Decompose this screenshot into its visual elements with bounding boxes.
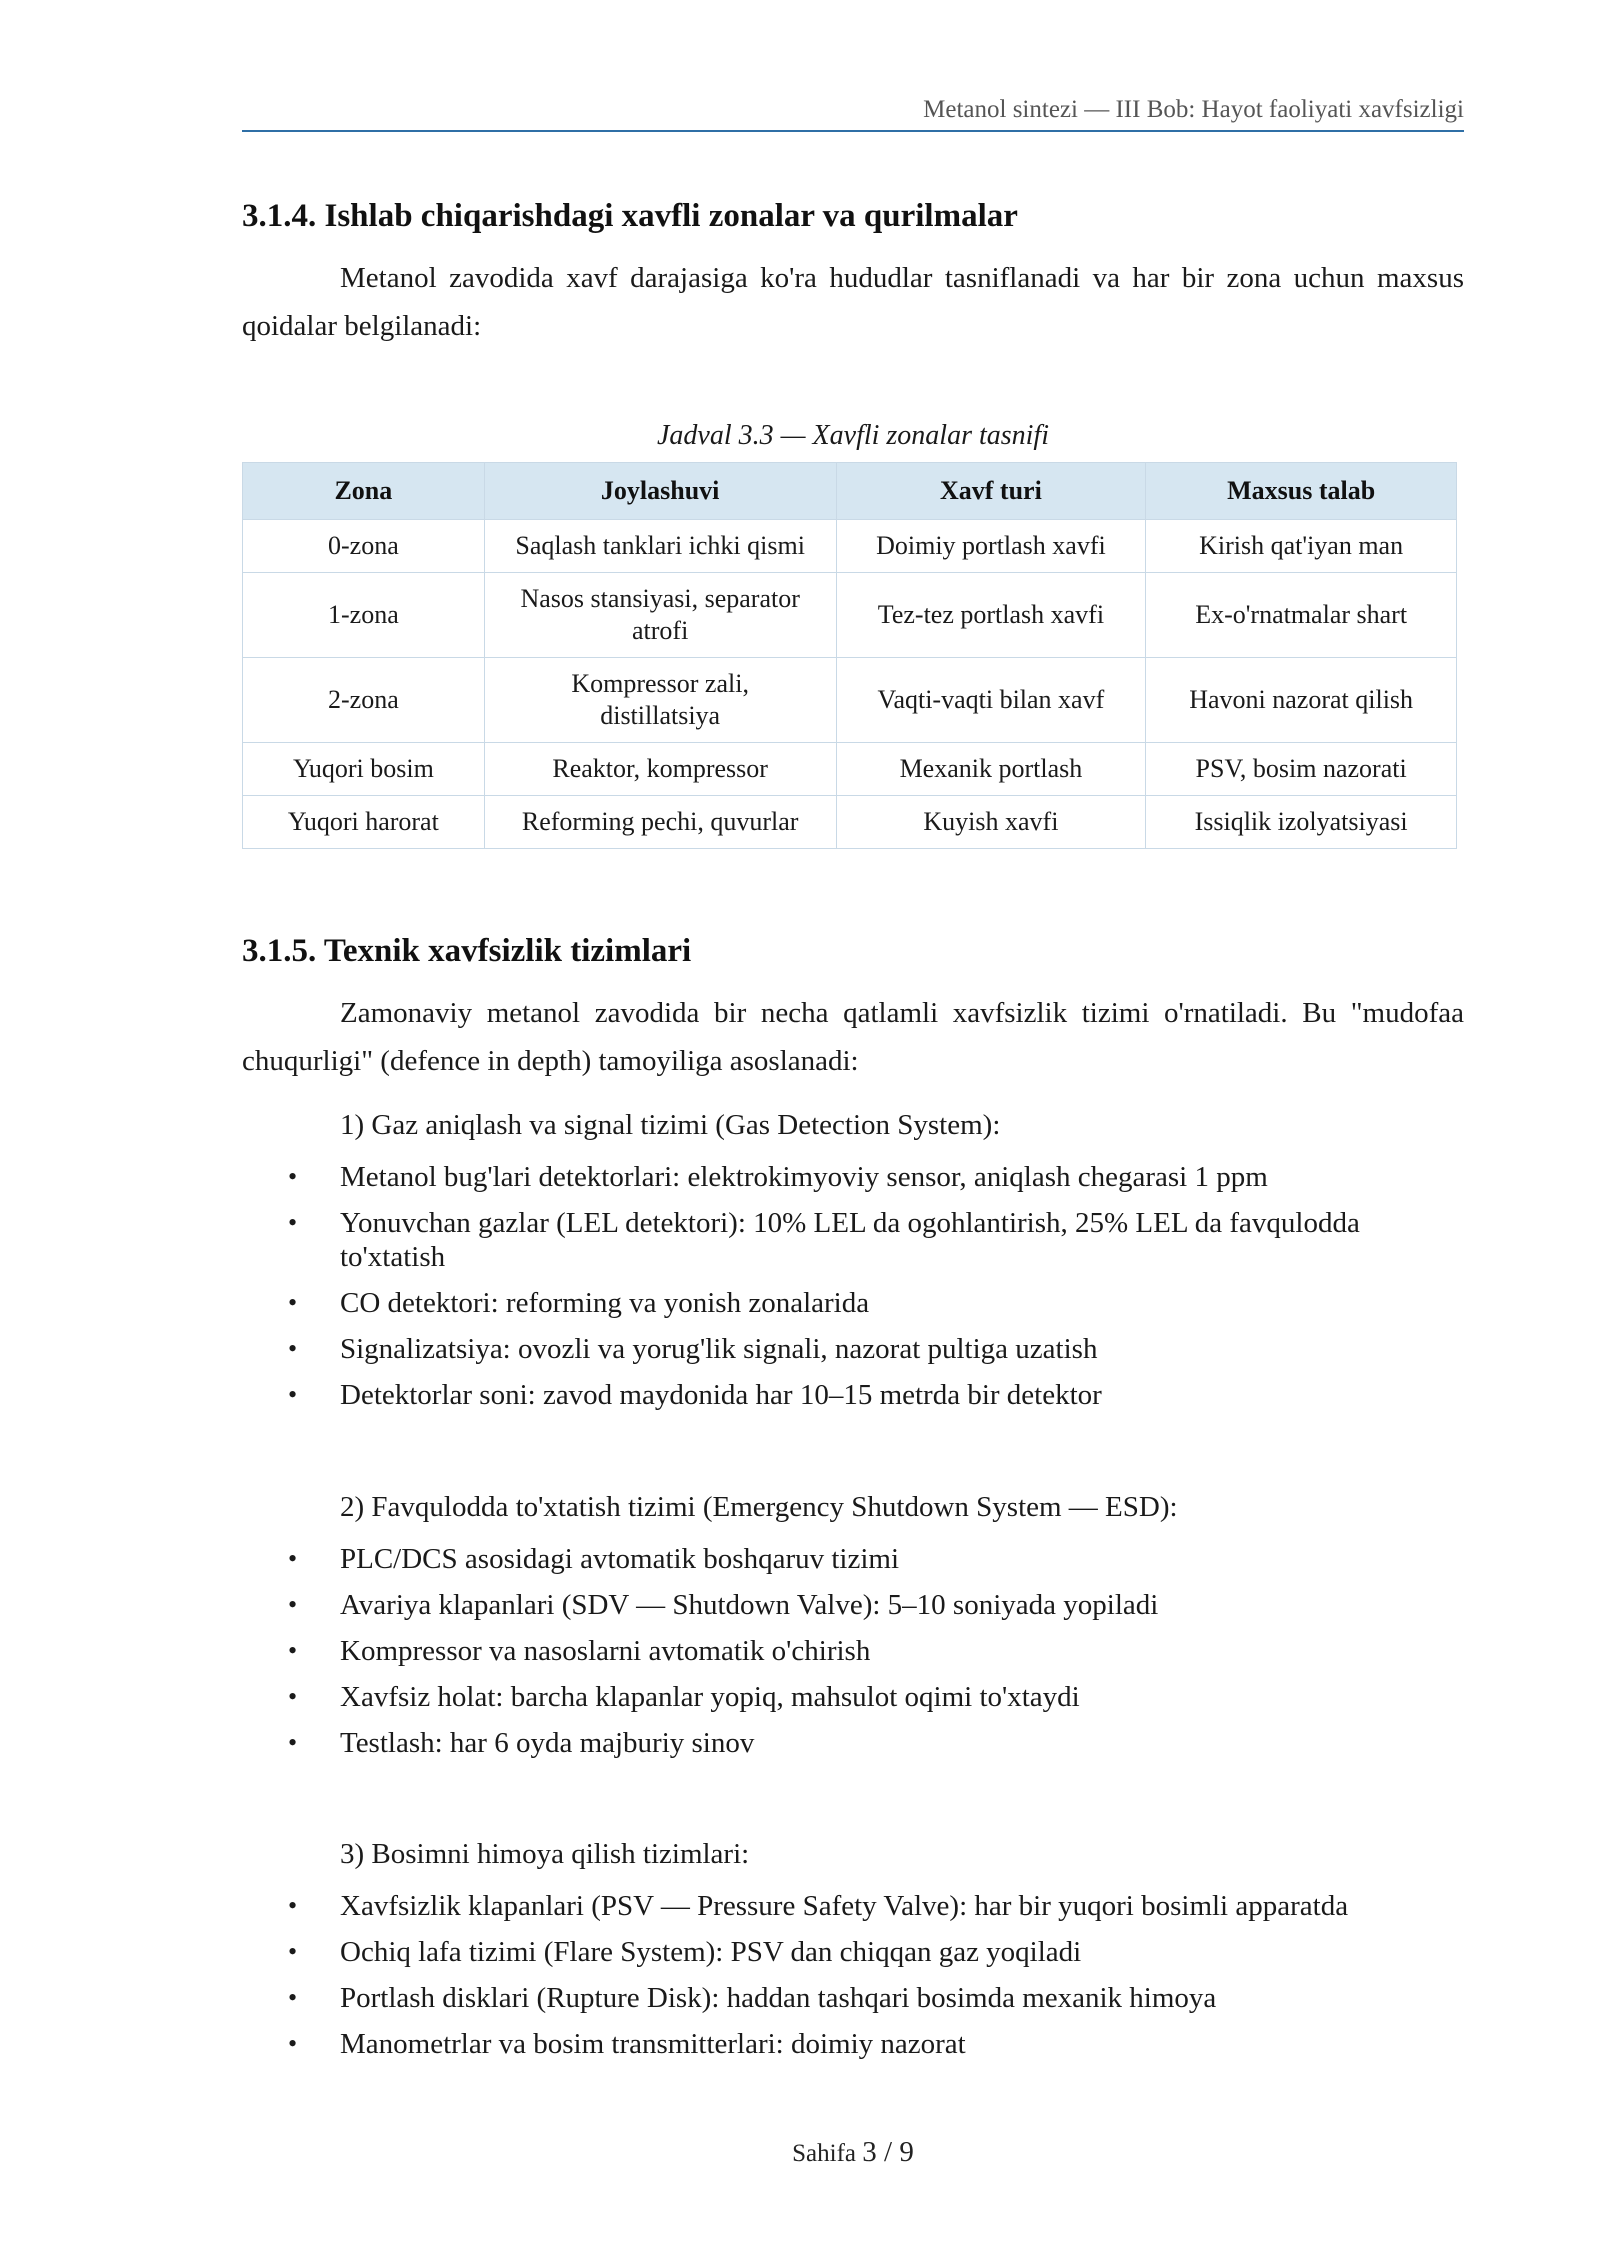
bullet-icon: • — [288, 1288, 298, 1317]
bullet-icon: • — [288, 1544, 298, 1573]
gas-detection-list — [242, 1160, 1464, 1424]
section-heading-3-1-4: 3.1.4. Ishlab chiqarishdagi xavfli zonalar va qurilmalar — [242, 198, 1018, 234]
table-cell: Tez-tez portlash xavfi — [836, 573, 1146, 658]
list-item: • Signalizatsiya: ovozli va yorug'lik signali, nazorat pultiga uzatish — [288, 1333, 1098, 1365]
bullet-icon: • — [288, 1891, 298, 1920]
table-cell: Kirish qat'iyan man — [1146, 520, 1457, 573]
table-cell: Havoni nazorat qilish — [1146, 658, 1457, 743]
running-header: Metanol sintezi — III Bob: Hayot faoliyati xavfsizligi — [242, 94, 1464, 132]
list-item: • Xavfsiz holat: barcha klapanlar yopiq, mahsulot oqimi to'xtaydi — [288, 1681, 1080, 1713]
bullet-icon: • — [288, 1983, 298, 2012]
bullet-icon: • — [288, 1636, 298, 1665]
group-title-pressure-protection: 3) Bosimni himoya qilish tizimlari: — [340, 1838, 750, 1870]
table-caption: Jadval 3.3 — Xavfli zonalar tasnifi — [657, 420, 1049, 451]
systems-intro-paragraph: Zamonaviy metanol zavodida bir necha qatlamli xavfsizlik tizimi o'rnatiladi. Bu "mudofaa chuqurligi" (defence in depth) tamoyiliga asoslanadi: — [242, 997, 1464, 1077]
bullet-icon: • — [288, 1380, 298, 1409]
list-item: • Portlash disklari (Rupture Disk): haddan tashqari bosimda mexanik himoya — [288, 1982, 1217, 2014]
table-cell: Vaqti-vaqti bilan xavf — [836, 658, 1146, 743]
table-cell: Yuqori harorat — [243, 796, 485, 849]
table-cell: Mexanik portlash — [836, 743, 1146, 796]
bullet-icon: • — [288, 1937, 298, 1966]
list-item: • Metanol bug'lari detektorlari: elektrokimyoviy sensor, aniqlash chegarasi 1 ppm — [288, 1161, 1268, 1193]
list-item: • Xavfsizlik klapanlari (PSV — Pressure Safety Valve): har bir yuqori bosimli apparatda — [288, 1890, 1349, 1922]
table-row — [243, 658, 1457, 743]
bullet-icon: • — [288, 1682, 298, 1711]
list-item: • PLC/DCS asosidagi avtomatik boshqaruv tizimi — [288, 1543, 900, 1575]
column-header: Maxsus talab — [1146, 463, 1457, 520]
list-item: • Yonuvchan gazlar (LEL detektori): 10% LEL da ogohlantirish, 25% LEL da favqulodda to'xtatish — [288, 1207, 1360, 1273]
page-footer — [242, 2132, 1464, 2174]
list-item: • Manometrlar va bosim transmitterlari: doimiy nazorat — [288, 2028, 966, 2060]
table-cell: Ex-o'rnatmalar shart — [1146, 573, 1457, 658]
table-row — [243, 573, 1457, 658]
table-cell: PSV, bosim nazorati — [1146, 743, 1457, 796]
pressure-protection-list — [242, 1889, 1464, 2073]
table-cell: Reforming pechi, quvurlar — [484, 796, 836, 849]
column-header: Xavf turi — [836, 463, 1146, 520]
list-item: • CO detektori: reforming va yonish zonalarida — [288, 1287, 870, 1319]
table-cell: Kompressor zali, distillatsiya — [484, 658, 836, 743]
section-heading-3-1-5: 3.1.5. Texnik xavfsizlik tizimlari — [242, 933, 692, 969]
table-cell: 0-zona — [243, 520, 485, 573]
column-header: Joylashuvi — [484, 463, 836, 520]
table-cell: Saqlash tanklari ichki qismi — [484, 520, 836, 573]
intro-paragraph: Metanol zavodida xavf darajasiga ko'ra hududlar tasniflanadi va har bir zona uchun maxsus qoidalar belgilanadi: — [242, 262, 1464, 342]
bullet-icon: • — [288, 1728, 298, 1757]
group-title-esd: 2) Favqulodda to'xtatish tizimi (Emergency Shutdown System — ESD): — [340, 1491, 1178, 1523]
esd-list — [242, 1542, 1464, 1772]
table-row — [243, 796, 1457, 849]
bullet-icon: • — [288, 1590, 298, 1619]
bullet-icon: • — [288, 2029, 298, 2058]
table-cell: 2-zona — [243, 658, 485, 743]
table-row — [243, 520, 1457, 573]
list-item: • Detektorlar soni: zavod maydonida har 10–15 metrda bir detektor — [288, 1379, 1102, 1411]
bullet-icon: • — [288, 1334, 298, 1363]
table-row — [243, 743, 1457, 796]
table-header-row — [243, 463, 1457, 520]
bullet-icon: • — [288, 1162, 298, 1191]
list-item: • Avariya klapanlari (SDV — Shutdown Valve): 5–10 soniyada yopiladi — [288, 1589, 1159, 1621]
group-title-gas-detection: 1) Gaz aniqlash va signal tizimi (Gas Detection System): — [340, 1109, 1001, 1141]
table-cell: 1-zona — [243, 573, 485, 658]
document-page — [242, 0, 1464, 2262]
table-cell: Nasos stansiyasi, separator atrofi — [484, 573, 836, 658]
page-number: 3 / 9 — [862, 2136, 914, 2168]
table-cell: Reaktor, kompressor — [484, 743, 836, 796]
list-item: • Testlash: har 6 oyda majburiy sinov — [288, 1727, 755, 1759]
hazard-zones-table — [242, 462, 1457, 849]
column-header: Zona — [243, 463, 485, 520]
table-cell: Issiqlik izolyatsiyasi — [1146, 796, 1457, 849]
list-item: • Kompressor va nasoslarni avtomatik o'chirish — [288, 1635, 871, 1667]
bullet-icon: • — [288, 1208, 298, 1237]
page-label: Sahifa — [792, 2140, 857, 2167]
list-item: • Ochiq lafa tizimi (Flare System): PSV dan chiqqan gaz yoqiladi — [288, 1936, 1082, 1968]
table-cell: Kuyish xavfi — [836, 796, 1146, 849]
table-cell: Yuqori bosim — [243, 743, 485, 796]
table-cell: Doimiy portlash xavfi — [836, 520, 1146, 573]
